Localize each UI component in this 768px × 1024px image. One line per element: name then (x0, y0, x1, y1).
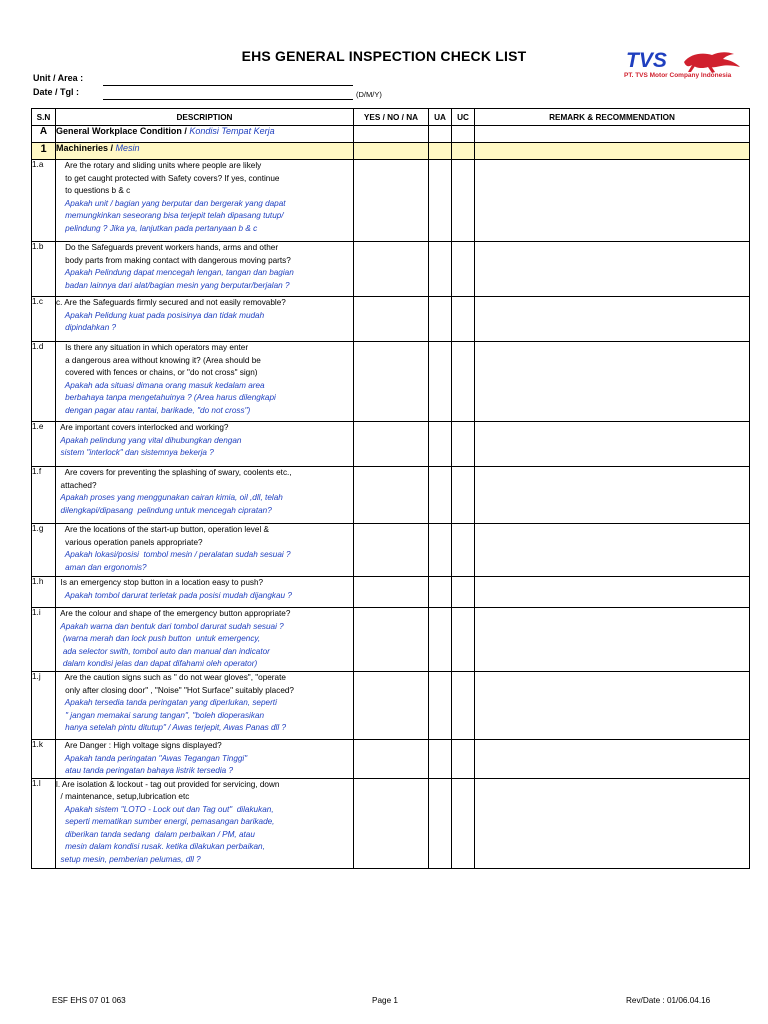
item-text-id: Apakah Pelidung kuat pada posisinya dan tidak mudah (56, 310, 265, 320)
item-text-id: Apakah tersedia tanda peringatan yang diperlukan, seperti (56, 698, 277, 707)
item-number: 1.b (32, 242, 56, 297)
item-text-en: covered with fences or chains, or "do not cross" sign) (56, 368, 258, 377)
uc-cell[interactable] (452, 608, 475, 672)
checklist-item-row (32, 524, 750, 577)
uc-cell[interactable] (452, 422, 475, 467)
ua-cell[interactable] (429, 297, 452, 342)
header-remark: REMARK & RECOMMENDATION (475, 109, 750, 126)
header-ua: UA (429, 109, 452, 126)
item-text-id: berbahaya tanpa mengetahuinya ? (Area harus dilengkapi (56, 393, 276, 402)
header-description: DESCRIPTION (56, 109, 354, 126)
item-number: 1.a (32, 160, 56, 242)
ua-cell[interactable] (429, 342, 452, 422)
yes-no-na-cell[interactable] (354, 778, 429, 868)
uc-cell[interactable] (452, 524, 475, 577)
uc-cell[interactable] (452, 160, 475, 242)
uc-cell[interactable] (452, 242, 475, 297)
checklist-item-row (32, 672, 750, 740)
company-name: PT. TVS Motor Company Indonesia (624, 72, 732, 79)
subsection-title (56, 143, 354, 160)
yes-no-na-cell[interactable] (354, 524, 429, 577)
uc-cell[interactable] (452, 740, 475, 779)
yes-no-na-cell[interactable] (354, 672, 429, 740)
ua-cell[interactable] (429, 608, 452, 672)
yes-no-na-cell[interactable] (354, 740, 429, 779)
uc-cell[interactable] (452, 467, 475, 524)
item-text-id: sistem "interlock" dan sistemnya bekerja ? (56, 448, 214, 457)
item-text-id: hanya setelah pintu ditutup" / Awas terjepit, Awas Panas dll ? (56, 723, 287, 732)
item-text-id: dipindahkan ? (56, 323, 117, 332)
item-text-id: Apakah tanda peringatan "Awas Tegangan Tinggi" (56, 753, 248, 763)
item-description (56, 740, 354, 779)
item-description (56, 297, 354, 342)
table-header-row (32, 109, 750, 126)
item-text-en: Are the locations of the start-up button, operation level & (56, 525, 270, 534)
item-text-id: Apakah proses yang menggunakan cairan kimia, oil ,dll, telah (56, 493, 283, 502)
checklist-item-row (32, 467, 750, 524)
ua-cell[interactable] (429, 577, 452, 608)
checklist-item-row (32, 577, 750, 608)
item-text-en: a dangerous area without knowing it? (Area should be (56, 355, 261, 365)
remark-cell[interactable] (475, 672, 750, 740)
subsection-remark-cell (475, 143, 750, 160)
item-text-id: mesin dalam kondisi rusak. ketika dilakukan perbaikan, (56, 842, 265, 851)
checklist-item-row (32, 778, 750, 868)
item-description (56, 524, 354, 577)
ua-cell[interactable] (429, 242, 452, 297)
ua-cell[interactable] (429, 778, 452, 868)
item-text-id: dengan pagar atau rantai, barikade, "do not cross") (56, 405, 251, 415)
item-number: 1.g (32, 524, 56, 577)
remark-cell[interactable] (475, 577, 750, 608)
remark-cell[interactable] (475, 524, 750, 577)
remark-cell[interactable] (475, 242, 750, 297)
remark-cell[interactable] (475, 740, 750, 779)
item-text-id: badan lainnya dari alat/bagian mesin yang berputar/berjalan ? (56, 280, 290, 290)
header-yes-no-na: YES / NO / NA (354, 109, 429, 126)
subsection-row (32, 143, 750, 160)
section-ua-cell (429, 126, 452, 143)
item-text-id: memungkinkan seseorang bisa terjepit telah dipasang tutup/ (56, 211, 284, 220)
remark-cell[interactable] (475, 342, 750, 422)
yes-no-na-cell[interactable] (354, 608, 429, 672)
item-text-en: l. Are isolation & lockout - tag out provided for servicing, down (56, 779, 280, 789)
section-uc-cell (452, 126, 475, 143)
checklist-item-row (32, 608, 750, 672)
tvs-logo-text: TVS (626, 49, 667, 72)
item-text-en: Are the caution signs such as " do not wear gloves", "operate (56, 673, 286, 682)
yes-no-na-cell[interactable] (354, 297, 429, 342)
item-description (56, 672, 354, 740)
ua-cell[interactable] (429, 524, 452, 577)
checklist-table (31, 108, 750, 869)
item-description (56, 160, 354, 242)
section-row (32, 126, 750, 143)
ua-cell[interactable] (429, 160, 452, 242)
document-title: EHS GENERAL INSPECTION CHECK LIST (241, 48, 527, 64)
item-description (56, 577, 354, 608)
item-text-en: to questions b & c (56, 186, 131, 195)
item-number: 1.k (32, 740, 56, 779)
item-text-en: only after closing door" , "Noise" "Hot Surface" suitably placed? (56, 685, 294, 695)
item-text-id: atau tanda peringatan bahaya listrik tersedia ? (56, 766, 234, 775)
item-text-en: attached? (56, 480, 97, 490)
item-description (56, 422, 354, 467)
checklist-item-row (32, 160, 750, 242)
item-number: 1.e (32, 422, 56, 467)
item-text-en: / maintenance, setup,lubrication etc (56, 792, 190, 801)
item-number: 1.d (32, 342, 56, 422)
item-text-id: seperti mematikan sumber energi, pemasangan barikade, (56, 817, 275, 826)
uc-cell[interactable] (452, 778, 475, 868)
remark-cell[interactable] (475, 422, 750, 467)
item-text-id: Apakah warna dan bentuk dari tombol darurat sudah sesuai ? (56, 621, 284, 631)
item-text-en: Do the Safeguards prevent workers hands, arms and other (56, 243, 279, 252)
section-title-en: General Workplace Condition / (56, 126, 190, 136)
date-label: Date / Tgl : (33, 87, 80, 97)
item-text-en: Are the rotary and sliding units where people are likely (56, 161, 262, 170)
ua-cell[interactable] (429, 467, 452, 524)
item-text-id: Apakah ada situasi dimana orang masuk kedalam area (56, 380, 265, 390)
item-number: 1.h (32, 577, 56, 608)
item-number: 1.f (32, 467, 56, 524)
item-text-id: Apakah Pelindung dapat mencegah lengan, tangan dan bagian (56, 268, 294, 277)
unit-area-label: Unit / Area : (33, 73, 84, 83)
remark-cell[interactable] (475, 297, 750, 342)
ua-cell[interactable] (429, 672, 452, 740)
checklist-item-row (32, 422, 750, 467)
item-text-en: to get caught protected with Safety covers? If yes, continue (56, 173, 280, 183)
item-text-en: Is there any situation in which operators may enter (56, 343, 249, 352)
item-number: 1.j (32, 672, 56, 740)
ua-cell[interactable] (429, 740, 452, 779)
subsection-uc-cell (452, 143, 475, 160)
item-text-id: " jangan memakai sarung tangan", "boleh dioperasikan (56, 710, 265, 720)
item-text-id: Apakah tombol darurat terletak pada posisi mudah dijangkau ? (56, 590, 292, 600)
item-number: 1.l (32, 778, 56, 868)
remark-cell[interactable] (475, 467, 750, 524)
item-text-id: Apakah pelindung yang vital dihubungkan dengan (56, 435, 242, 445)
item-number: 1.i (32, 608, 56, 672)
item-text-id: diberikan tanda sedang dalam perbaikan / PM, atau (56, 829, 255, 839)
item-text-en: Is an emergency stop button in a location easy to push? (56, 578, 264, 587)
date-format-hint: (D/M/Y) (356, 90, 382, 99)
uc-cell[interactable] (452, 342, 475, 422)
subsection-yes-no-na-cell (354, 143, 429, 160)
date-field[interactable] (103, 99, 353, 100)
uc-cell[interactable] (452, 672, 475, 740)
item-text-id: setup mesin, pemberian pelumas, dll ? (56, 854, 201, 864)
yes-no-na-cell[interactable] (354, 242, 429, 297)
subsection-title-id: Mesin (115, 143, 140, 153)
yes-no-na-cell[interactable] (354, 342, 429, 422)
section-title-id: Kondisi Tempat Kerja (189, 126, 275, 136)
section-remark-cell (475, 126, 750, 143)
yes-no-na-cell[interactable] (354, 577, 429, 608)
header-sn: S.N (32, 109, 56, 126)
checklist-item-row (32, 740, 750, 779)
item-text-en: Are important covers interlocked and working? (56, 423, 229, 432)
item-description (56, 608, 354, 672)
item-text-id: pelindung ? Jika ya, lanjutkan pada pertanyaan b & c (56, 223, 258, 233)
subsection-title-en: Machineries / (56, 143, 116, 153)
item-text-en: various operation panels appropriate? (56, 537, 203, 547)
yes-no-na-cell[interactable] (354, 467, 429, 524)
yes-no-na-cell[interactable] (354, 422, 429, 467)
item-text-id: Apakah lokasi/posisi tombol mesin / peralatan sudah sesuai ? (56, 550, 291, 559)
section-title (56, 126, 354, 143)
item-text-id: dalam kondisi jelas dan dapat difahami oleh operator) (56, 659, 258, 668)
item-description (56, 778, 354, 868)
item-description (56, 467, 354, 524)
yes-no-na-cell[interactable] (354, 160, 429, 242)
subsection-code: 1 (32, 143, 56, 160)
section-yes-no-na-cell (354, 126, 429, 143)
item-description (56, 342, 354, 422)
uc-cell[interactable] (452, 577, 475, 608)
item-text-id: dilengkapi/dipasang pelindung untuk mencegah cipratan? (56, 505, 272, 515)
section-code: A (32, 126, 56, 143)
header-uc: UC (452, 109, 475, 126)
item-text-id: Apakah sistem "LOTO - Lock out dan Tag out" dilakukan, (56, 804, 274, 814)
checklist-item-row (32, 297, 750, 342)
item-text-en: Are Danger : High voltage signs displayed? (56, 741, 222, 750)
horse-icon (684, 52, 740, 73)
item-text-id: aman dan ergonomis? (56, 562, 147, 572)
remark-cell[interactable] (475, 778, 750, 868)
tvs-logo (622, 48, 744, 90)
remark-cell[interactable] (475, 608, 750, 672)
item-text-id: Apakah unit / bagian yang berputar dan bergerak yang dapat (56, 198, 286, 208)
subsection-ua-cell (429, 143, 452, 160)
ua-cell[interactable] (429, 422, 452, 467)
item-text-en: body parts from making contact with dangerous moving parts? (56, 255, 291, 265)
item-number: 1.c (32, 297, 56, 342)
checklist-item-row (32, 342, 750, 422)
item-text-en: Are the colour and shape of the emergency button appropriate? (56, 609, 291, 618)
document-code: ESF EHS 07 01 063 (52, 996, 126, 1005)
item-text-id: (warna merah dan lock push button untuk emergency, (56, 634, 261, 643)
unit-area-field[interactable] (103, 85, 353, 86)
page-number: Page 1 (372, 996, 398, 1005)
revision-date: Rev/Date : 01/06.04.16 (626, 996, 711, 1005)
uc-cell[interactable] (452, 297, 475, 342)
item-text-en: c. Are the Safeguards firmly secured and not easily removable? (56, 298, 286, 307)
remark-cell[interactable] (475, 160, 750, 242)
item-text-en: Are covers for preventing the splashing of swary, coolents etc., (56, 468, 292, 477)
item-text-id: ada selector swith, tombol auto dan manual dan indicator (56, 646, 270, 656)
checklist-item-row (32, 242, 750, 297)
item-description (56, 242, 354, 297)
